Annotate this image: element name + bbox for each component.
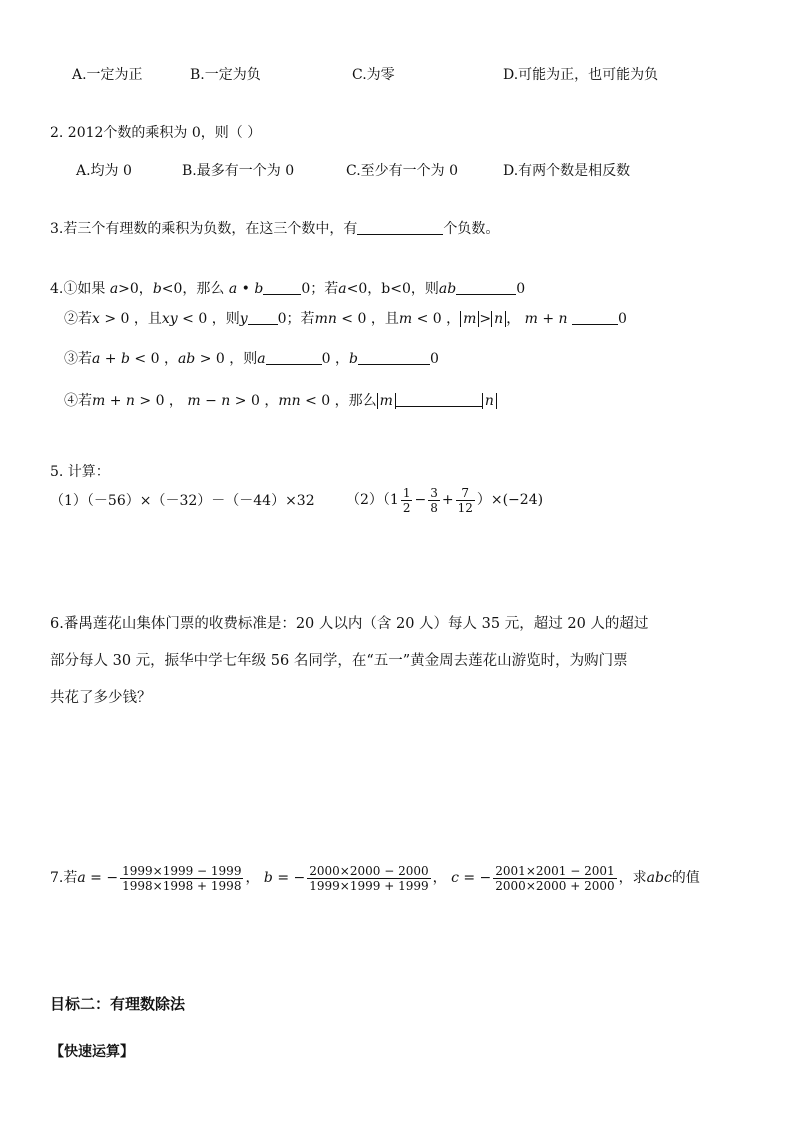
q5-part-1: （1）（－56）×（－32）－（－44）×32 [50,493,315,509]
var: b [152,281,162,297]
q4-blank[interactable] [456,280,516,295]
q4-text: 0 [429,351,439,367]
q4-text: 0 ， [321,351,349,367]
fraction [428,486,440,515]
q1-option-c: C.为零 [352,67,395,83]
q4-text: < 0 ， [412,311,461,327]
q5-part-2 [346,480,543,520]
operator: + [441,492,454,508]
q3 [50,220,499,238]
var: ab [438,281,457,297]
denominator: 2000×2000 + 2000 [495,878,615,893]
q2-option-c: C.至少有一个为 0 [346,163,459,179]
var: a [338,281,347,297]
q4-blank[interactable] [396,392,482,407]
q4-blank[interactable] [263,280,301,295]
q4-text: < 0 ，则 [177,311,240,327]
denominator: 2 [402,500,411,515]
fraction-c [493,864,616,893]
q1-option-a: A.一定为正 [72,67,143,83]
q4-line-3 [64,350,439,368]
q4-text: > [479,311,492,327]
abs-m: m [377,393,396,409]
q5-text: （2）（1 [346,492,399,508]
var: a + b [92,351,130,367]
fraction [456,486,475,515]
abs-m: m [460,311,479,327]
var: a [77,870,86,886]
q4-blank[interactable] [266,350,322,365]
fraction-a [120,864,243,893]
numerator: 2000×2000 − 2000 [309,863,429,878]
operator: − [414,492,427,508]
q4-text: >0， [118,281,153,297]
fraction [401,486,413,515]
q4-blank[interactable] [572,310,618,325]
q4-text: ④若 [64,393,92,409]
var: b [348,351,358,367]
q7-text: ， [432,870,447,886]
abs-n: n [491,311,506,327]
q3-blank[interactable] [357,220,443,235]
q5-title: 5. 计算： [50,464,110,480]
denominator: 8 [430,500,438,515]
denominator: 12 [457,500,473,515]
var: a [109,281,119,297]
fraction-b [307,864,430,893]
q1-option-d: D.可能为正，也可能为负 [503,67,659,83]
q4-text: < 0 ， [129,351,178,367]
q6-line-2: 部分每人 30 元，振华中学七年级 56 名同学，在“五一”黄金周去莲花山游览时，为购门票 [50,653,628,669]
q7-text: 7.若 [50,870,78,886]
q4-text: 0；若 [277,311,315,327]
section-title: 目标二：有理数除法 [50,995,186,1013]
q4-text: > 0 ， [134,393,188,409]
q4-text: 0 [516,281,526,297]
numerator: 7 [456,486,475,501]
q4-text: < 0 ，那么 [300,393,377,409]
var: m [398,311,413,327]
q4-line-2 [64,310,627,328]
var: m + n [524,311,568,327]
q7-text: = − [458,870,492,886]
var: a [257,351,266,367]
q4-text: 4.①如果 [50,281,110,297]
q4-text: > 0 ，则 [195,351,258,367]
q4-text: < 0 ，且 [336,311,399,327]
q4-text: ③若 [64,351,92,367]
var: mn [314,311,337,327]
q1-option-b: B.一定为负 [190,67,261,83]
q4-text: <0，那么 [161,281,229,297]
q6-line-1: 6.番禺莲花山集体门票的收费标准是：20 人以内（含 20 人）每人 35 元，超过 20 人的超过 [50,616,649,632]
var: m + n [92,393,135,409]
q7-text: = − [272,870,306,886]
q4-line-1 [50,280,525,298]
q5-text: ）×(−24) [476,492,544,508]
numerator: 3 [430,485,438,500]
denominator: 1999×1999 + 1999 [309,878,429,893]
var: c [451,870,459,886]
q4-text: 0 [618,311,627,327]
var: x [92,311,100,327]
q7 [50,858,700,898]
denominator: 1998×1998 + 1998 [122,878,242,893]
q4-text: > 0 ，且 [99,311,162,327]
var: xy [161,311,178,327]
var: m − n [187,393,231,409]
var: mn [278,393,301,409]
section-subtitle: 【快速运算】 [50,1044,134,1060]
q2-stem: 2. 2012个数的乘积为 0，则（ ） [50,125,262,141]
q4-text: <0，b<0，则 [346,281,439,297]
var: b [263,870,273,886]
numerator: 1 [402,485,411,500]
q7-text: ， [245,870,260,886]
q7-text: 的值 [671,870,700,886]
q4-line-4 [64,392,497,410]
q4-text: > 0 ， [230,393,279,409]
q7-text: = − [85,870,119,886]
q4-blank[interactable] [248,310,278,325]
numerator: 2001×2001 − 2001 [495,863,615,878]
q3-text: 3.若三个有理数的乘积为负数，在这三个数中，有 [50,221,358,237]
q2-option-d: D.有两个数是相反数 [503,163,631,179]
q7-text: ，求 [618,870,647,886]
q4-text: ②若 [64,311,92,327]
q2-option-a: A.均为 0 [76,163,132,179]
numerator: 1999×1999 − 1999 [122,863,242,878]
var: abc [646,870,672,886]
var: ab [177,351,196,367]
q2-option-b: B.最多有一个为 0 [182,163,295,179]
var: a • b [228,281,264,297]
abs-n: n [482,393,497,409]
q6-line-3: 共花了多少钱？ [50,690,152,706]
q4-text: ， [506,311,521,327]
q4-text: 0；若 [301,281,339,297]
q4-blank[interactable] [358,350,430,365]
var: y [239,311,248,327]
q3-text-end: 个负数。 [443,221,500,237]
